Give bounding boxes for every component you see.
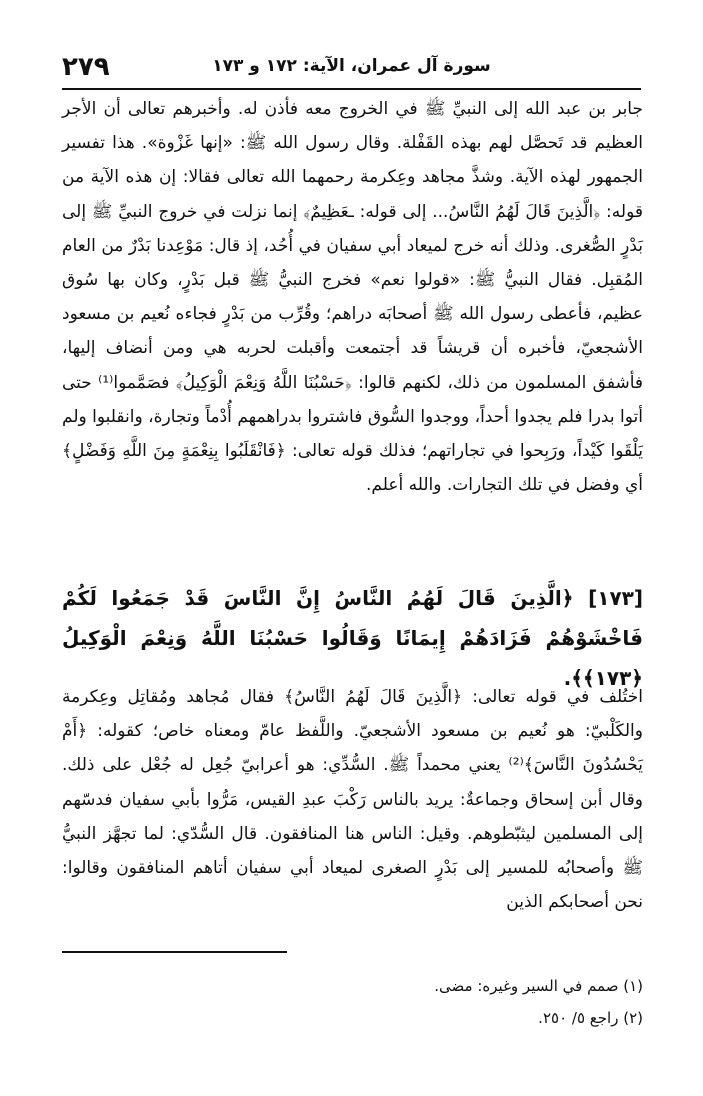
footnote-divider <box>62 951 287 953</box>
page-number: ٢٧٩ <box>62 52 110 82</box>
quran-verse-173: [١٧٣] ﴿الَّذِينَ قَالَ لَهُمُ النَّاسُ إِنَّ النَّاسَ قَدْ جَمَعُوا لَكُمْ فَاخْشَوْهُمْ فَزَادَهُمْ إِيمَانًا وَقَالُوا حَسْبُنَا اللَّهُ وَنِعْمَ الْوَكِيلُ ﴿١٧٣﴾﴾. <box>62 586 643 690</box>
footnotes <box>62 970 643 1034</box>
page-header <box>62 52 641 90</box>
commentary-block-1 <box>62 92 643 537</box>
commentary-block-2 <box>62 680 643 913</box>
footnote-1: (١) صمم في السير وغيره: مضى. <box>434 977 643 995</box>
commentary-paragraph-2: اختُلف في قوله تعالى: ﴿الَّذِينَ قَالَ لَهُمُ النَّاسُ﴾ فقال مُجاهد ومُقاتِل وعِكرمة والكَلْبيّ: هو نُعيم بن مسعود الأشجعيّ. واللَّفظ عامّ ومعناه خاص؛ كقوله: ﴿أَمْ يَحْسُدُونَ النَّاسَ﴾⁽²⁾ يعني محمداً ﷺ. السُّدِّي: هو أعرابيّ جُعِل له جُعْل على ذلك. وقال أبن إسحاق وجماعةٌ: يريد بالناس رَكْبَ عبدِ القيس، مَرُّوا بأبي سفيان فدسّهم إلى المسلمين ليثبّطوهم. وقيل: الناس هنا المنافقون. قال السُّدّي: لما تجهَّز النبيُّ ﷺ وأصحابُه للمسير إلى بَدْرٍ الصغرى لميعاد أبي سفيان أتاهم المنافقون وقالوا: نحن أصحابكم الذين <box>62 687 643 913</box>
running-title: سورة آل عمران، الآية: ١٧٢ و ١٧٣ <box>212 56 491 76</box>
verse-block <box>62 578 643 690</box>
commentary-paragraph-1: جابر بن عبد الله إلى النبيِّ ﷺ في الخروج معه فأذن له. وأخبرهم تعالى أن الأجر العظيم قد تَحصَّل لهم بهذه القَفْلة. وقال رسول الله ﷺ: «إنها غَزْوة». هذا تفسير الجمهور لهذه الآية. وشذَّ مجاهد وعِكرمة رحمهما الله تعالى فقالا: إن هذه الآية من قوله: ﴿الَّذِينَ قَالَ لَهُمُ النَّاسُ... إلى قوله: ـعَظِيمٌ﴾ إنما نزلت في خروج النبيِّ ﷺ إلى بَدْرٍ الصُّغرى. وذلك أنه خرج لميعاد أبي سفيان في أُحُد، إذ قال: مَوْعِدنا بَدْرٌ من العام المُقبِل. فقال النبيُّ ﷺ: «قولوا نعم» فخرج النبيُّ ﷺ قبل بَدْرٍ، وكان بها سُوق عظيم، فأعطى رسول الله ﷺ أصحابَه دراهم؛ وقُرِّب من بَدْرٍ فجاءه نُعيم بن مسعود الأشجعيّ، فأخبره أن قريشاً قد أجتمعت وأقبلت لحربه هي ومن أنضاف إليها، فأشفق المسلمون من ذلك، لكنهم قالوا: ﴿حَسْبُنَا اللَّهُ وَنِعْمَ الْوَكِيلُ﴾ فصَمَّموا⁽¹⁾ حتى أتوا بدرا فلم يجدوا أحداً، ووجدوا السُّوق فاشتروا بدراهمهم أُدْماً وتجارة، وانقلبوا ولم يَلْقَوا كَيْداً، ورَبِحوا في تجاراتهم؛ فذلك قوله تعالى: ﴿فَانْقَلَبُوا بِنِعْمَةٍ مِنَ اللَّهِ وَفَضْلٍ﴾ أي وفضل في تلك التجارات. والله أعلم. <box>62 99 644 496</box>
footnote-2: (٢) راجع ٥/ ٢٥٠. <box>538 1009 643 1027</box>
